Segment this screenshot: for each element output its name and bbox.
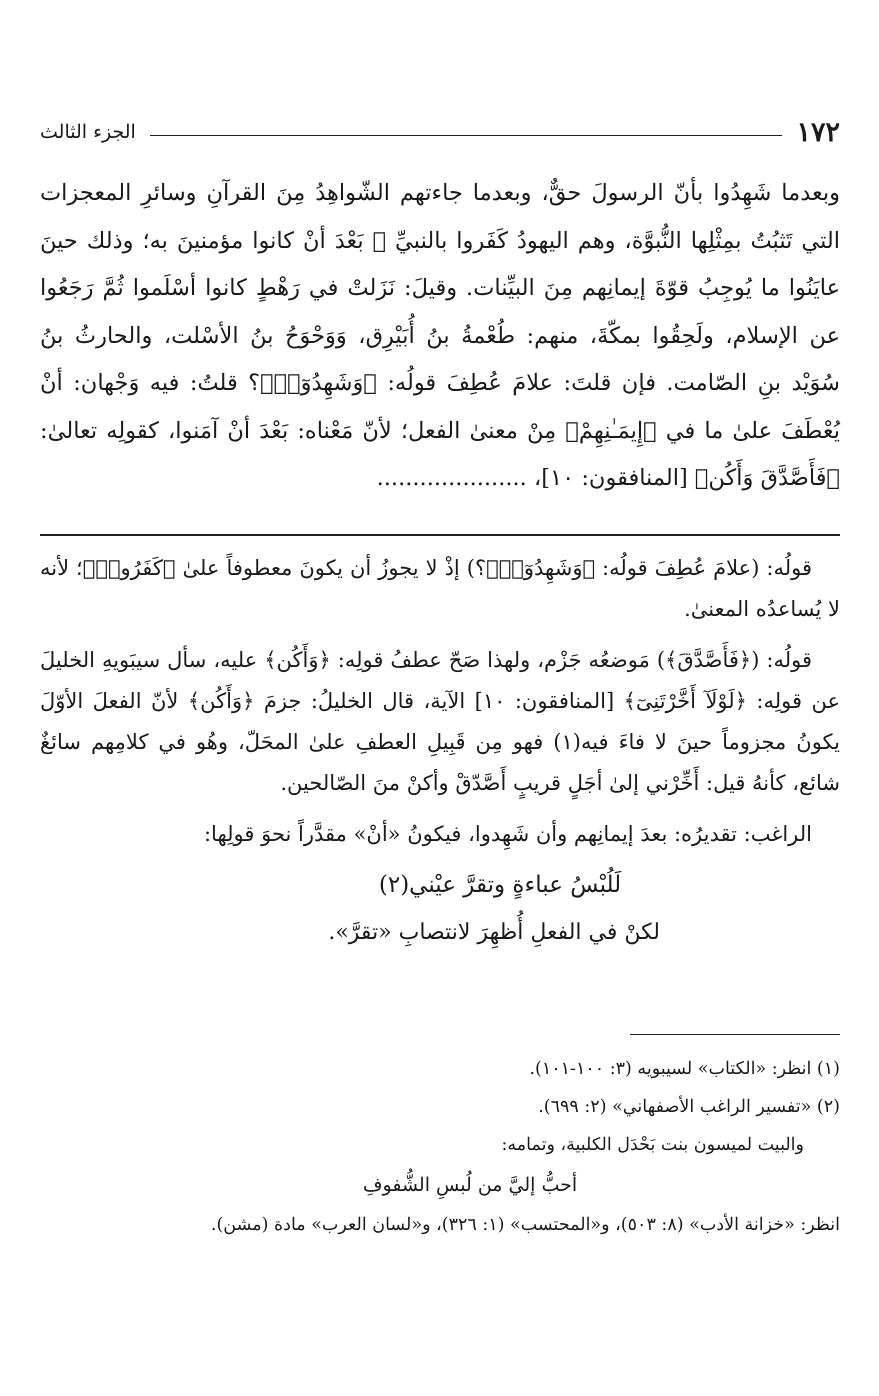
footnotes xyxy=(40,1052,840,1246)
footnote-1: (١) انظر: «الكتاب» لسيبويه (٣: ١٠٠-١٠١). xyxy=(529,1059,840,1079)
section-divider xyxy=(40,534,840,536)
commentary xyxy=(40,548,840,963)
commentary-paragraph-3: الراغب: تقديرُه: بعدَ إيمانِهم وأن شَهِدوا، فيكونُ «أنْ» مقدَّراً نحوَ قولِها: xyxy=(203,822,812,846)
footnote-2: (٢) «تفسير الراغب الأصفهاني» (٢: ٦٩٩). xyxy=(538,1097,840,1117)
page-header xyxy=(40,112,840,152)
footnote-2-reference: انظر: «خزانة الأدب» (٨: ٥٠٣)، و«المحتسب» (١: ٣٢٦)، و«لسان العرب» مادة (مشن). xyxy=(210,1215,840,1235)
page-number: ١٧٢ xyxy=(796,116,840,148)
header-rule xyxy=(150,135,783,136)
commentary-paragraph-1: قولُه: (علامَ عُطِفَ قولُه: ﴿وَشَهِدُوٓا۟﴾؟) إذْ لا يجوزُ أن يكونَ معطوفاً علىٰ ﴿كَفَرُوا۟﴾؛ لأنه لا يُساعدُه المعنىٰ. xyxy=(40,556,840,621)
footnote-2-note: والبيت لميسون بنت بَحْدَل الكلبية، وتمامه: xyxy=(501,1135,804,1155)
running-head: الجزء الثالث xyxy=(40,121,136,143)
poetry-verse: لَلُبْسُ عباءةٍ وتقرَّ عيْني(٢) xyxy=(378,872,622,898)
footnote-2-verse: أحبُّ إليَّ من لُبسِ الشُّفوفِ xyxy=(362,1174,578,1196)
main-text xyxy=(40,170,840,503)
commentary-paragraph-4: لكنْ في الفعلِ أُظهِرَ لانتصابِ «تقرَّ». xyxy=(328,920,660,945)
commentary-paragraph-2: قولُه: (﴿فَأَصَّدَّقَ﴾) مَوضعُه جَزْم، ولهذا صَحّ عطفُ قولِه: ﴿وَأَكُن﴾ عليه، سأل سيبَويهِ الخليلَ عن قولِه: ﴿لَوْلَآ أَخَّرْتَنِىٓ﴾ [المنافقون: ١٠] الآية، قال الخليلُ: جزمَ ﴿وَأَكُن﴾ لأنّ الفعلَ الأوّلَ يكونُ مجزوماً حينَ لا فاءَ فيه(١) فهو مِن قَبِيلِ العطفِ علىٰ المحَلّ، وهُو في كلامِهم سائغٌ شائع، كأنهُ قيل: أَخِّرْني إلىٰ أجَلٍ قريبٍ أَصَّدّقْ وأكنْ منَ الصّالحين. xyxy=(40,648,840,795)
main-text-paragraph: وبعدما شَهِدُوا بأنّ الرسولَ حقٌّ، وبعدما جاءتهم الشّواهِدُ مِنَ القرآنِ وسائرِ المعجزات التي تَثبُتُ بمِثْلِها النُّبوَّة، وهم اليهودُ كَفَروا بالنبيِّ ﷺ بَعْدَ أنْ كانوا مؤمنينَ به؛ وذلك حينَ عايَنُوا ما يُوجِبُ قوّةَ إيمانِهم مِنَ البيِّنات. وقيلَ: نَزَلتْ في رَهْطٍ كانوا أسْلَموا ثُمَّ رَجَعُوا عن الإسلام، ولَحِقُوا بمكّةَ، منهم: طُعْمةُ بنُ أُبَيْرِق، وَوَحْوَحُ بنُ الأسْلت، والحارثُ بنُ سُوَيْد بنِ الصّامت. فإن قلتَ: علامَ عُطِفَ قولُه: ﴿وَشَهِدُوٓا۟﴾؟ قلتُ: فيه وَجْهان: أنْ يُعْطَفَ علىٰ ما في ﴿إِيمَـٰنِهِمْ﴾ مِنْ معنىٰ الفعل؛ لأنّ مَعْناه: بَعْدَ أنْ آمَنوا، كقولِه تعالىٰ: ﴿فَأَصَّدَّقَ وَأَكُن﴾ [المنافقون: ١٠]، ..................... xyxy=(40,180,840,491)
